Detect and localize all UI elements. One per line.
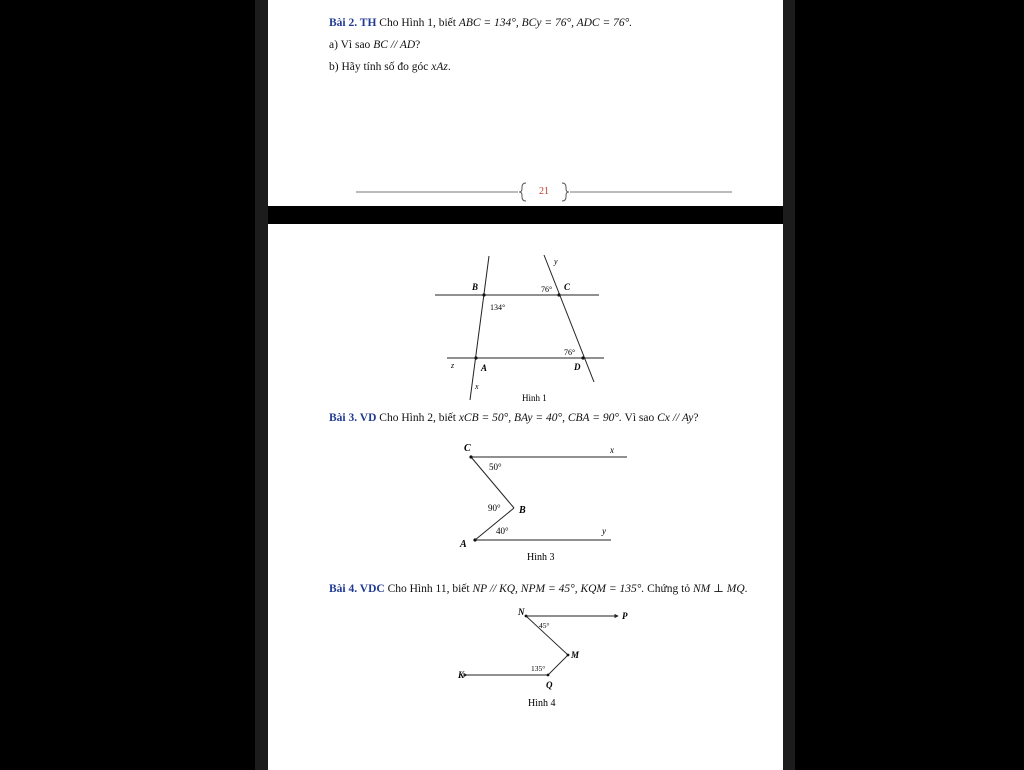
exercise-3-label: Bài 3. VD <box>329 412 377 424</box>
point-c <box>469 455 472 458</box>
part-b-prefix: b) Hãy tính số đo góc <box>329 61 429 73</box>
figure-1 <box>268 224 783 409</box>
part-a-prefix: a) Vì sao <box>329 39 371 51</box>
point-q <box>547 674 550 677</box>
exercise-2-text: Cho Hình 1, biết <box>379 17 456 29</box>
figure-4-caption: Hình 4 <box>528 698 556 709</box>
label-y: y <box>602 526 606 536</box>
exercise-2-label: Bài 2. TH <box>329 17 377 29</box>
angle-a: 40° <box>496 526 509 536</box>
label-a: A <box>460 539 467 550</box>
document-page-2 <box>268 224 783 770</box>
exercise-4-label: Bài 4. VDC <box>329 583 385 595</box>
figure-3 <box>268 434 783 564</box>
point-c <box>557 293 560 296</box>
transversal-ab <box>470 256 489 400</box>
page-footer-decoration <box>268 0 783 206</box>
segment-mq <box>548 655 568 675</box>
point-n <box>525 615 528 618</box>
page-number: 21 <box>539 186 549 197</box>
label-z: z <box>451 361 455 370</box>
point-b <box>482 293 485 296</box>
label-d: D <box>574 362 581 372</box>
label-p: P <box>622 611 628 621</box>
point-a <box>473 538 476 541</box>
transversal-cd <box>544 255 594 382</box>
label-c: C <box>464 443 471 454</box>
exercise-4-text: Cho Hình 11, biết <box>387 583 470 595</box>
figure-1-caption: Hình 1 <box>522 393 547 403</box>
part-b-suffix: . <box>447 61 451 73</box>
exercise-3-question-math: Cx // Ay <box>657 412 694 424</box>
angle-q: 135° <box>531 664 546 673</box>
label-x: x <box>610 445 614 455</box>
document-page-1 <box>268 0 783 206</box>
label-k: K <box>458 670 465 680</box>
part-a-math: BC // AD <box>373 39 416 51</box>
label-m: M <box>571 650 580 660</box>
label-a: A <box>481 363 488 373</box>
label-b: B <box>519 505 526 516</box>
point-d <box>581 356 584 359</box>
angle-adc: 76° <box>564 348 576 357</box>
point-m <box>567 654 570 657</box>
label-q: Q <box>546 680 553 690</box>
label-y: y <box>554 257 558 266</box>
figure-3-caption: Hình 3 <box>527 552 555 563</box>
exercise-4-line <box>329 581 748 595</box>
exercise-3-question-prefix: Vì sao <box>624 412 655 424</box>
label-c: C <box>564 282 571 292</box>
left-gutter <box>255 0 268 770</box>
label-x: x <box>475 382 479 391</box>
exercise-3-given: xCB = 50°, BAy = 40°, CBA = 90°. <box>458 412 622 424</box>
angle-b: 90° <box>488 503 501 513</box>
right-gutter <box>783 0 795 770</box>
label-n: N <box>518 607 525 617</box>
exercise-4-given: NP // KQ, NPM = 45°, KQM = 135°. <box>472 583 645 595</box>
part-a-suffix: ? <box>415 39 421 51</box>
exercise-3-question-suffix: ? <box>693 412 699 424</box>
part-b-math: xAz <box>431 61 448 73</box>
exercise-3-text: Cho Hình 2, biết <box>379 412 456 424</box>
exercise-4-question-suffix: . <box>744 583 748 595</box>
angle-n: 45° <box>539 621 550 630</box>
point-a <box>474 356 477 359</box>
figure-4 <box>268 602 783 722</box>
exercise-3-line <box>329 412 698 424</box>
angle-c: 50° <box>489 462 502 472</box>
angle-abc: 134° <box>490 303 506 312</box>
exercise-4-question-math: NM ⊥ MQ <box>692 583 745 595</box>
angle-bcy: 76° <box>541 285 553 294</box>
exercise-4-question-prefix: Chứng tỏ <box>647 583 691 595</box>
exercise-2-given: ABC = 134°, BCy = 76°, ADC = 76°. <box>458 17 633 29</box>
label-b: B <box>472 282 479 292</box>
